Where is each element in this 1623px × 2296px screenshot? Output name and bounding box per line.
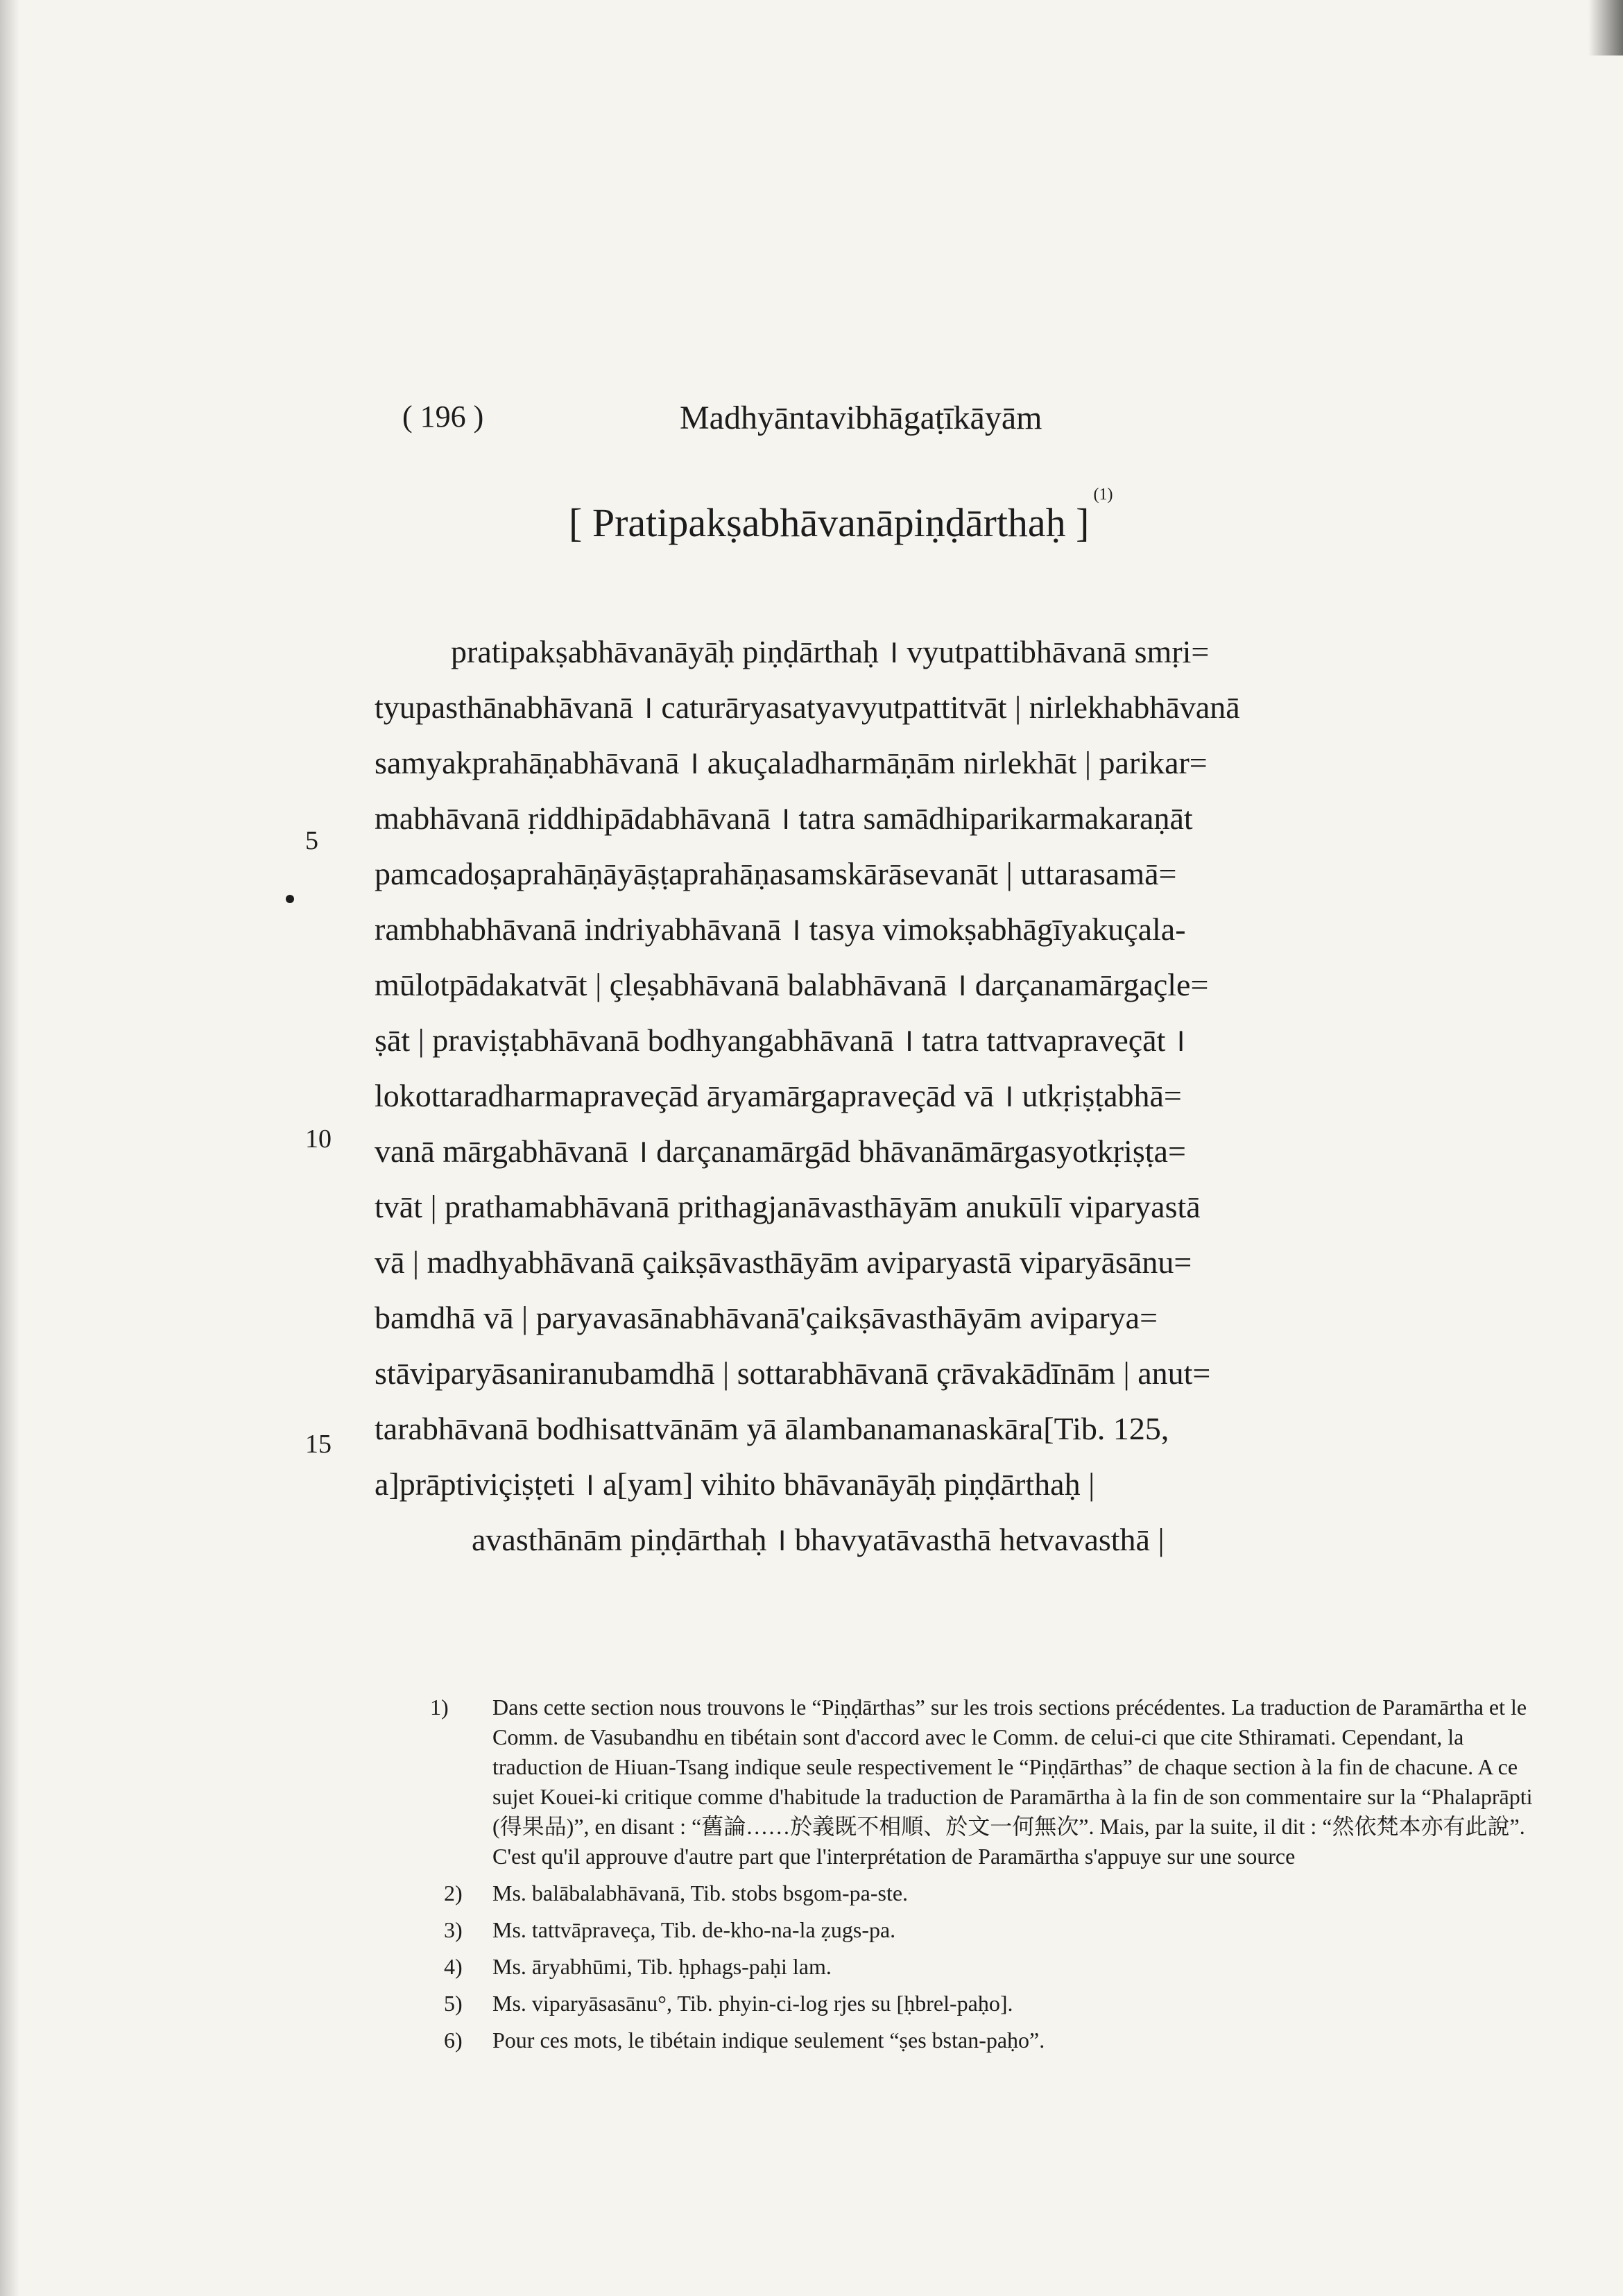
- footnote-number: 2): [444, 1881, 463, 1905]
- margin-dot: [286, 895, 294, 903]
- footnote-text: Ms. viparyāsasānu°, Tib. phyin-ci-log rjes su [ḥbrel-paḥo].: [492, 1991, 1013, 2016]
- line-number-5: 5: [305, 826, 318, 855]
- section-title-text: [ Pratipakṣabhāvanāpiṇḍārthaḥ ]: [569, 500, 1090, 545]
- text-line: tvāt | prathamabhāvanā prithagjanāvasthāyām anukūlī viparyastā: [375, 1189, 1201, 1224]
- footnote-4: [430, 1952, 1540, 1982]
- text-line: vanā mārgabhāvanā । darçanamārgād bhāvanāmārgasyotkṛiṣṭa=: [375, 1133, 1186, 1169]
- section-note-ref: (1): [1093, 486, 1113, 504]
- text-line: bamdhā vā | paryavasānabhāvanā'çaikṣāvasthāyām aviparya=: [375, 1300, 1158, 1335]
- text-line: samyakprahāṇabhāvanā । akuçaladharmāṇām nirlekhāt | parikar=: [375, 745, 1208, 780]
- text-line: stāviparyāsaniranubamdhā | sottarabhāvanā çrāvakādīnām | anut=: [375, 1355, 1211, 1391]
- text-line: pamcadoṣaprahāṇāyāṣṭaprahāṇasamskārāsevanāt | uttarasamā=: [375, 856, 1177, 891]
- footnote-5: [430, 1989, 1540, 2019]
- text-line: rambhabhāvanā indriyabhāvanā । tasya vimokṣabhāgīyakuçala-: [375, 911, 1186, 947]
- text-line: tarabhāvanā bodhisattvānām yā ālambanamanaskāra[Tib. 125,: [375, 1411, 1169, 1446]
- text-line: mabhāvanā ṛiddhipādabhāvanā । tatra samādhiparikarmakaraṇāt: [375, 800, 1193, 836]
- main-text: [375, 624, 1470, 1568]
- footnote-text: Pour ces mots, le tibétain indique seulement “ṣes bstan-paḥo”.: [492, 2028, 1045, 2053]
- text-line: avasthānām piṇḍārthaḥ । bhavyatāvasthā hetvavasthā |: [472, 1522, 1165, 1557]
- footnote-number: 5): [444, 1991, 463, 2016]
- footnote-number: 1): [430, 1695, 449, 1720]
- text-line: mūlotpādakatvāt | çleṣabhāvanā balabhāvanā । darçanamārgaçle=: [375, 967, 1209, 1002]
- text-line: vā | madhyabhāvanā çaikṣāvasthāyām aviparyastā viparyāsānu=: [375, 1244, 1192, 1280]
- text-line: lokottaradharmapraveçād āryamārgapraveçād vā । utkṛiṣṭabhā=: [375, 1078, 1182, 1113]
- footnote-text: Dans cette section nous trouvons le “Piṇḍārthas” sur les trois sections précédentes. La traduction de Paramārtha et le Comm. de Vasubandhu en tibétain sont d'accord avec le Comm. de celui-ci que cite Sthiramati. Cependant, la traduction de Hiuan-Tsang indique seule respectivement le “Piṇḍārthas” de chaque section à la fin de chacune. A ce sujet Kouei-ki critique comme d'habitude la traduction de Paramārtha à la fin de son commentaire sur la “Phalaprāpti (得果品)”, en disant : “舊論……於義既不相順、於文一何無次”. Mais, par la suite, il dit : “然依梵本亦有此說”. C'est qu'il approuve d'autre part que l'interprétation de Paramārtha s'appuye sur une source: [492, 1695, 1533, 1869]
- text-line: ṣāt | praviṣṭabhāvanā bodhyangabhāvanā । tatra tattvapraveçāt ।: [375, 1022, 1186, 1058]
- footnotes: [430, 1693, 1540, 2055]
- footnote-number: 4): [444, 1954, 463, 1979]
- footnote-number: 6): [444, 2028, 463, 2053]
- footnote-1: [430, 1693, 1540, 1871]
- section-title: [569, 486, 1113, 546]
- line-number-10: 10: [305, 1124, 332, 1154]
- footnote-text: Ms. balābalabhāvanā, Tib. stobs bsgom-pa-ste.: [492, 1881, 909, 1905]
- text-line: pratipakṣabhāvanāyāḥ piṇḍārthaḥ । vyutpattibhāvanā smṛi=: [451, 634, 1210, 669]
- line-number-15: 15: [305, 1430, 332, 1459]
- footnote-3: [430, 1915, 1540, 1945]
- page-number: ( 196 ): [402, 400, 484, 434]
- text-line: a]prāptiviçiṣṭeti । a[yam] vihito bhāvanāyāḥ piṇḍārthaḥ |: [375, 1466, 1095, 1502]
- footnote-2: [430, 1878, 1540, 1908]
- scan-shadow-left: [0, 0, 19, 2296]
- scan-shadow-corner: [1588, 0, 1623, 55]
- footnote-text: Ms. āryabhūmi, Tib. ḥphags-paḥi lam.: [492, 1954, 832, 1979]
- footnote-6: [430, 2025, 1540, 2055]
- page-header: [402, 399, 1235, 447]
- text-line: tyupasthānabhāvanā । caturāryasatyavyutpattitvāt | nirlekhabhāvanā: [375, 689, 1240, 725]
- footnote-number: 3): [444, 1917, 463, 1942]
- footnote-text: Ms. tattvāpraveça, Tib. de-kho-na-la ẓugs-pa.: [492, 1917, 896, 1942]
- running-title: Madhyāntavibhāgaṭīkāyām: [680, 400, 1042, 436]
